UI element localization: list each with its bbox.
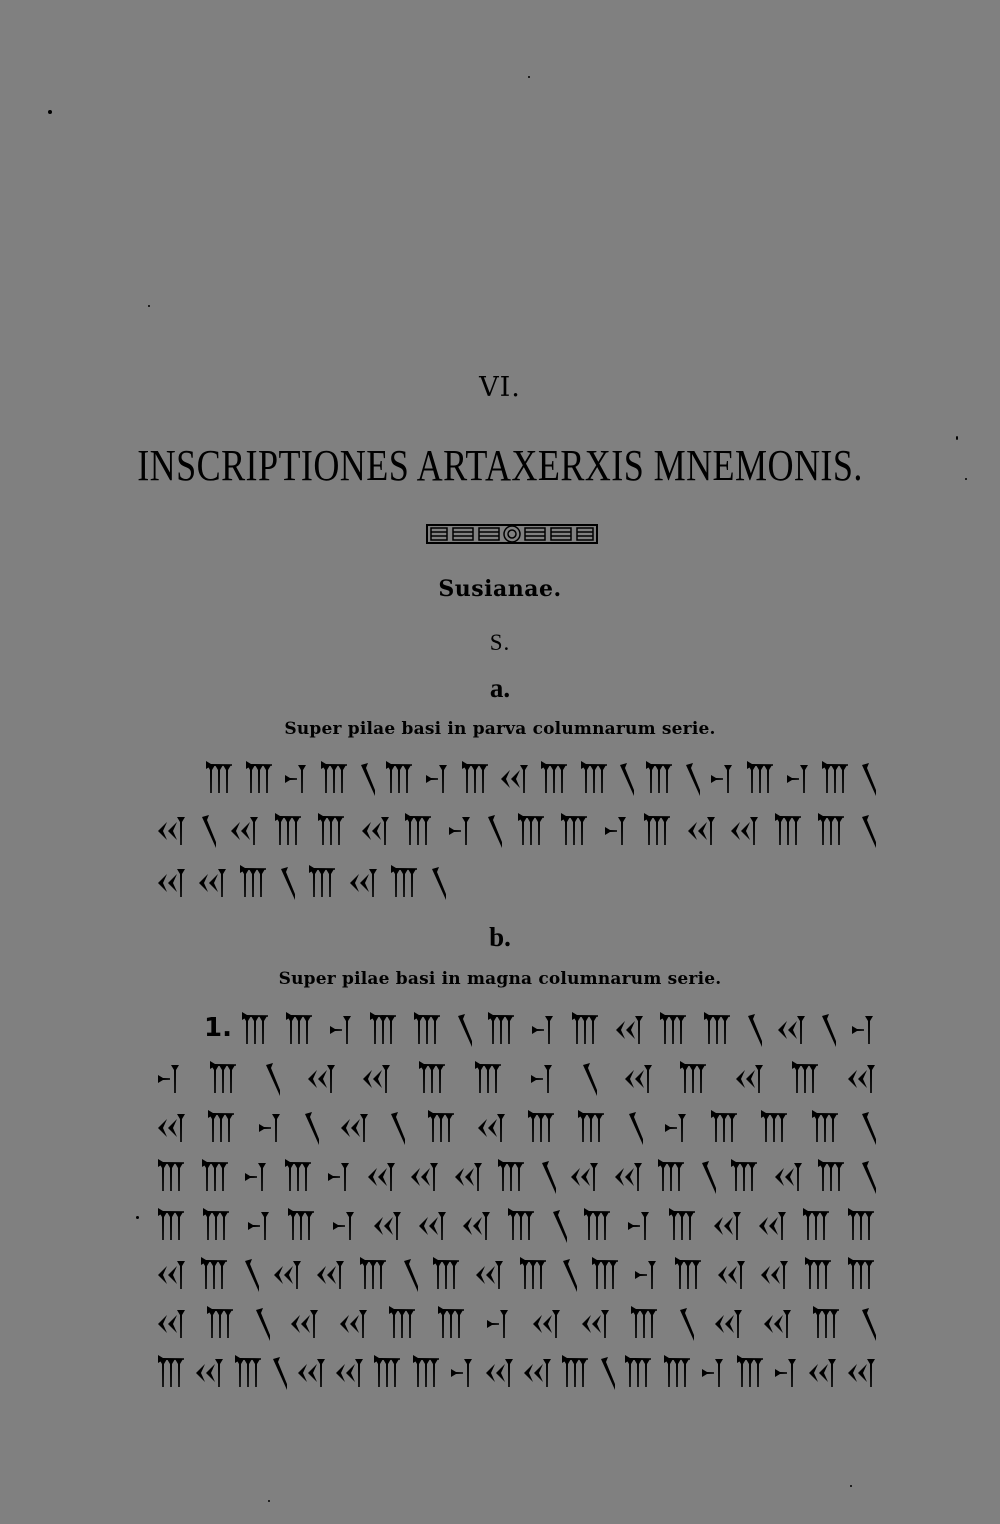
cuneiform-sign [156, 1059, 182, 1099]
part-a-caption: Super pilae basi in parva columnarum serie. [284, 719, 716, 739]
cuneiform-sign [208, 1059, 238, 1099]
cuneiform-sign [569, 1157, 599, 1197]
cuneiform-sign [759, 1108, 789, 1148]
cuneiform-sign [264, 1059, 280, 1099]
cuneiform-sign [860, 1108, 876, 1148]
cuneiform-sign [303, 1108, 319, 1148]
cuneiform-sign [156, 1108, 186, 1148]
cuneiform-sign [205, 1304, 235, 1344]
cuneiform-sign [773, 1353, 799, 1393]
cuneiform-sign [233, 1353, 263, 1393]
cuneiform-sign [339, 1108, 369, 1148]
cuneiform-line [156, 1108, 876, 1148]
cuneiform-line [156, 863, 446, 903]
cuneiform-sign [361, 1059, 391, 1099]
scan-speck [956, 436, 958, 440]
decorative-rule-icon [426, 519, 598, 549]
cuneiform-sign [712, 1206, 742, 1246]
cuneiform-sign [530, 1010, 556, 1050]
cuneiform-sign [678, 1304, 694, 1344]
cuneiform-sign [539, 759, 569, 799]
cuneiform-sign [686, 811, 716, 851]
cuneiform-sign [581, 1059, 597, 1099]
cuneiform-sign [273, 811, 303, 851]
section-number: VI. [479, 372, 521, 403]
cuneiform-sign [283, 759, 309, 799]
cuneiform-sign [326, 1157, 352, 1197]
cuneiform-sign [642, 811, 672, 851]
cuneiform-sign [156, 1353, 186, 1393]
part-b-label: b. [489, 922, 511, 952]
cuneiform-sign [243, 1157, 269, 1197]
cuneiform-line [204, 759, 876, 799]
scan-speck [148, 305, 150, 307]
cuneiform-sign [803, 1255, 833, 1295]
cuneiform-sign [307, 863, 337, 903]
cuneiform-sign [449, 1353, 475, 1393]
cuneiform-sign [338, 1304, 368, 1344]
cuneiform-sign [506, 1206, 536, 1246]
cuneiform-sign [860, 759, 876, 799]
scan-speck [268, 1500, 270, 1502]
cuneiform-sign [426, 1108, 456, 1148]
cuneiform-sign [713, 1304, 743, 1344]
cuneiform-sign [700, 1157, 716, 1197]
cuneiform-sign [627, 1108, 643, 1148]
cuneiform-sign [846, 1206, 876, 1246]
cuneiform-sign [644, 759, 674, 799]
cuneiform-sign [156, 811, 186, 851]
cuneiform-sign [201, 1206, 231, 1246]
cuneiform-sign [315, 1255, 345, 1295]
cuneiform-sign [518, 1255, 548, 1295]
cuneiform-sign [476, 1108, 506, 1148]
page-title: INSCRIPTIONES ARTAXERXIS MNEMONIS. [137, 441, 863, 490]
scan-speck [48, 110, 52, 114]
cuneiform-sign [820, 759, 850, 799]
cuneiform-sign [734, 1059, 764, 1099]
cuneiform-sign [156, 1304, 186, 1344]
cuneiform-sign [773, 1157, 803, 1197]
cuneiform-sign [860, 1157, 876, 1197]
cuneiform-sign [729, 1157, 759, 1197]
cuneiform-sign [801, 1206, 831, 1246]
cuneiform-sign [667, 1206, 697, 1246]
cuneiform-sign [580, 1304, 610, 1344]
cuneiform-line [156, 811, 876, 851]
cuneiform-sign [810, 1108, 840, 1148]
cuneiform-sign [485, 1304, 511, 1344]
part-a-label: a. [489, 673, 511, 703]
cuneiform-sign [785, 759, 811, 799]
cuneiform-sign [626, 1206, 652, 1246]
line-number: 1. [204, 1013, 232, 1043]
cuneiform-sign [684, 759, 700, 799]
cuneiform-sign [656, 1157, 686, 1197]
cuneiform-sign [358, 1255, 388, 1295]
cuneiform-sign [453, 1157, 483, 1197]
cuneiform-sign [289, 1304, 319, 1344]
cuneiform-sign [560, 1353, 590, 1393]
cuneiform-sign [359, 759, 375, 799]
cuneiform-sign [551, 1206, 567, 1246]
cuneiform-line [240, 1010, 876, 1050]
cuneiform-sign [496, 1157, 526, 1197]
scan-speck [965, 478, 967, 480]
cuneiform-sign [272, 1255, 302, 1295]
cuneiform-sign [238, 863, 268, 903]
cuneiform-sign [759, 1255, 789, 1295]
cuneiform-sign [522, 1353, 552, 1393]
cuneiform-sign [402, 1255, 418, 1295]
cuneiform-sign [516, 811, 546, 851]
cuneiform-line [156, 1206, 876, 1246]
cuneiform-sign [328, 1010, 354, 1050]
cuneiform-sign [461, 1206, 491, 1246]
cuneiform-sign [156, 1255, 186, 1295]
cuneiform-sign [156, 1206, 186, 1246]
cuneiform-sign [662, 1353, 692, 1393]
cuneiform-sign [348, 863, 378, 903]
cuneiform-sign [579, 759, 609, 799]
cuneiform-sign [409, 1157, 439, 1197]
cuneiform-sign [296, 1353, 326, 1393]
section-subtitle: Susianae. [438, 576, 562, 602]
cuneiform-sign [254, 1304, 270, 1344]
cuneiform-sign [331, 1206, 357, 1246]
cuneiform-sign [244, 759, 274, 799]
cuneiform-sign [531, 1304, 561, 1344]
cuneiform-sign [284, 1010, 314, 1050]
cuneiform-sign [484, 1353, 514, 1393]
cuneiform-sign [474, 1255, 504, 1295]
cuneiform-sign [199, 1255, 229, 1295]
cuneiform-sign [424, 759, 450, 799]
cuneiform-sign [366, 1157, 396, 1197]
cuneiform-sign [460, 759, 490, 799]
cuneiform-sign [633, 1255, 659, 1295]
cuneiform-sign [306, 1059, 336, 1099]
cuneiform-sign [156, 863, 186, 903]
cuneiform-sign [436, 1304, 466, 1344]
cuneiform-sign [816, 1157, 846, 1197]
scan-speck [136, 1216, 139, 1219]
cuneiform-sign [246, 1206, 272, 1246]
cuneiform-sign [716, 1255, 746, 1295]
cuneiform-sign [384, 759, 414, 799]
cuneiform-sign [316, 811, 346, 851]
cuneiform-sign [746, 1010, 762, 1050]
cuneiform-sign [709, 1108, 739, 1148]
cuneiform-sign [529, 1059, 555, 1099]
cuneiform-sign [200, 1157, 230, 1197]
cuneiform-sign [820, 1010, 836, 1050]
cuneiform-sign [846, 1059, 876, 1099]
cuneiform-line [156, 1353, 876, 1393]
cuneiform-sign [816, 811, 846, 851]
cuneiform-sign [368, 1010, 398, 1050]
cuneiform-sign [243, 1255, 259, 1295]
cuneiform-sign [745, 759, 775, 799]
cuneiform-sign [559, 811, 589, 851]
series-letter: S. [489, 630, 511, 655]
cuneiform-sign [417, 1059, 447, 1099]
cuneiform-sign [735, 1353, 765, 1393]
cuneiform-sign [807, 1353, 837, 1393]
scan-speck [528, 76, 530, 78]
cuneiform-sign [811, 1304, 841, 1344]
cuneiform-sign [526, 1108, 556, 1148]
cuneiform-sign [456, 1010, 472, 1050]
cuneiform-line [156, 1157, 876, 1197]
cuneiform-sign [846, 1255, 876, 1295]
cuneiform-sign [678, 1059, 708, 1099]
cuneiform-sign [486, 811, 502, 851]
cuneiform-sign [729, 811, 759, 851]
cuneiform-sign [334, 1353, 364, 1393]
cuneiform-sign [229, 811, 259, 851]
cuneiform-sign [561, 1255, 577, 1295]
cuneiform-sign [431, 1255, 461, 1295]
cuneiform-sign [860, 1304, 876, 1344]
cuneiform-sign [430, 863, 446, 903]
cuneiform-sign [582, 1206, 612, 1246]
cuneiform-sign [279, 863, 295, 903]
cuneiform-sign [240, 1010, 270, 1050]
cuneiform-sign [372, 1206, 402, 1246]
cuneiform-sign [200, 811, 216, 851]
cuneiform-sign [603, 811, 629, 851]
cuneiform-sign [623, 1353, 653, 1393]
cuneiform-sign [570, 1010, 600, 1050]
cuneiform-sign [776, 1010, 806, 1050]
cuneiform-sign [757, 1206, 787, 1246]
cuneiform-sign [673, 1255, 703, 1295]
cuneiform-sign [194, 1353, 224, 1393]
cuneiform-sign [623, 1059, 653, 1099]
cuneiform-sign [613, 1157, 643, 1197]
cuneiform-sign [286, 1206, 316, 1246]
cuneiform-line [156, 1255, 876, 1295]
cuneiform-sign [629, 1304, 659, 1344]
cuneiform-sign [700, 1353, 726, 1393]
cuneiform-sign [447, 811, 473, 851]
cuneiform-sign [576, 1108, 606, 1148]
cuneiform-sign [197, 863, 227, 903]
cuneiform-sign [590, 1255, 620, 1295]
cuneiform-sign [618, 759, 634, 799]
cuneiform-sign [412, 1010, 442, 1050]
cuneiform-sign [372, 1353, 402, 1393]
cuneiform-sign [846, 1353, 876, 1393]
scan-speck [850, 1485, 852, 1487]
cuneiform-sign [473, 1059, 503, 1099]
cuneiform-sign [790, 1059, 820, 1099]
cuneiform-sign [206, 1108, 236, 1148]
cuneiform-sign [486, 1010, 516, 1050]
cuneiform-sign [156, 1157, 186, 1197]
cuneiform-sign [403, 811, 433, 851]
cuneiform-sign [360, 811, 390, 851]
cuneiform-sign [257, 1108, 283, 1148]
cuneiform-sign [411, 1353, 441, 1393]
cuneiform-sign [283, 1157, 313, 1197]
cuneiform-sign [271, 1353, 287, 1393]
cuneiform-line [156, 1059, 876, 1099]
cuneiform-sign [702, 1010, 732, 1050]
cuneiform-sign [658, 1010, 688, 1050]
cuneiform-sign [599, 1353, 615, 1393]
cuneiform-sign [850, 1010, 876, 1050]
cuneiform-sign [663, 1108, 689, 1148]
cuneiform-sign [540, 1157, 556, 1197]
cuneiform-sign [499, 759, 529, 799]
cuneiform-sign [614, 1010, 644, 1050]
cuneiform-sign [389, 1108, 405, 1148]
cuneiform-sign [762, 1304, 792, 1344]
part-b-caption: Super pilae basi in magna columnarum serie. [278, 969, 722, 989]
cuneiform-sign [204, 759, 234, 799]
cuneiform-sign [389, 863, 419, 903]
cuneiform-sign [709, 759, 735, 799]
cuneiform-sign [387, 1304, 417, 1344]
cuneiform-line [156, 1304, 876, 1344]
cuneiform-sign [773, 811, 803, 851]
cuneiform-sign [417, 1206, 447, 1246]
cuneiform-sign [319, 759, 349, 799]
cuneiform-sign [860, 811, 876, 851]
